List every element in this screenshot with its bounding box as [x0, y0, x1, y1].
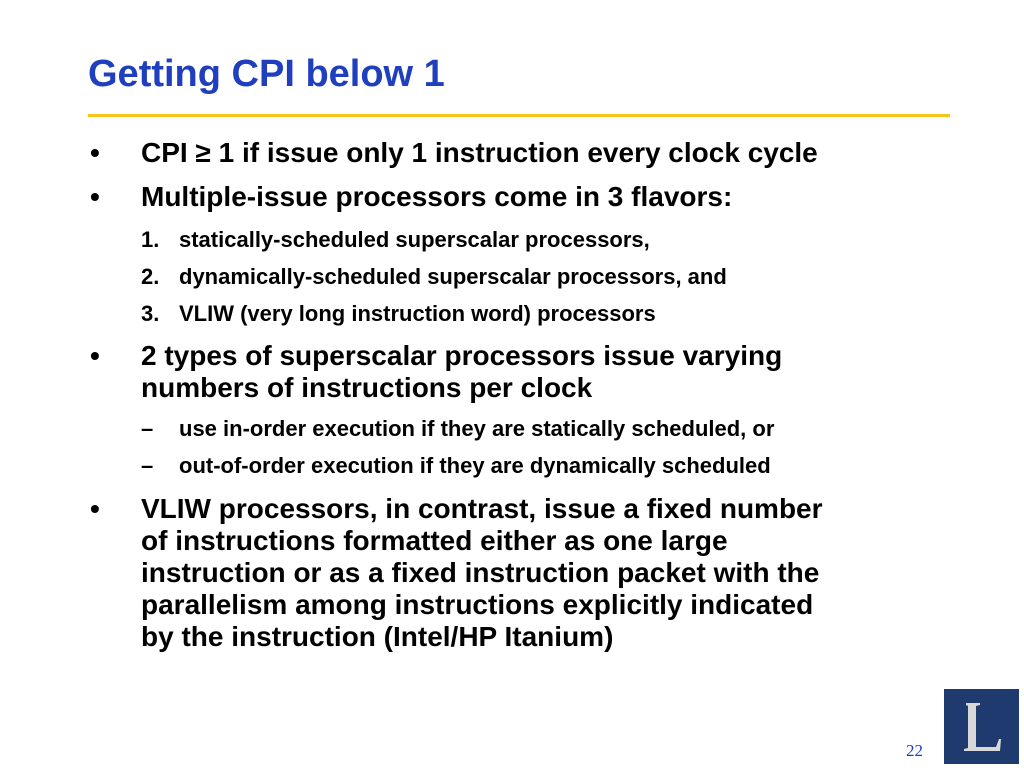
number-marker: 3.	[141, 301, 160, 326]
sub-bullet-text: out-of-order execution if they are dynamically scheduled	[179, 453, 771, 478]
bullet-text-line: of instructions formatted either as one large	[141, 525, 728, 556]
numbered-text: statically-scheduled superscalar processors,	[179, 227, 650, 252]
bullet-text-line: parallelism among instructions explicitly indicated	[141, 589, 814, 620]
university-logo	[944, 689, 1019, 764]
bullet-text-line: numbers of instructions per clock	[141, 372, 593, 403]
bullet-text-line: 2 types of superscalar processors issue varying	[141, 340, 783, 371]
bullet-text-line: instruction or as a fixed instruction packet with the	[141, 557, 820, 588]
bullet-item	[0, 493, 1024, 653]
bullet-marker: •	[90, 181, 100, 212]
numbered-text: VLIW (very long instruction word) processors	[179, 301, 656, 326]
dash-marker: –	[141, 416, 154, 441]
bullet-item	[0, 181, 1024, 213]
page-number: 22	[906, 741, 923, 760]
bullet-item	[0, 340, 1024, 404]
numbered-text: dynamically-scheduled superscalar processors, and	[179, 264, 727, 289]
sub-bullet-item	[0, 416, 1024, 442]
bullet-text: CPI ≥ 1 if issue only 1 instruction every clock cycle	[141, 137, 818, 168]
sub-bullet-item	[0, 453, 1024, 479]
numbered-item	[0, 264, 1024, 290]
slide-title: Getting CPI below 1	[88, 53, 445, 95]
logo-l-icon	[944, 689, 1019, 764]
bullet-marker: •	[90, 137, 100, 168]
numbered-item	[0, 301, 1024, 327]
title-divider	[88, 114, 950, 117]
bullet-marker: •	[90, 493, 100, 524]
bullet-item	[0, 137, 1024, 169]
bullet-text-line: by the instruction (Intel/HP Itanium)	[141, 621, 614, 652]
bullet-text: Multiple-issue processors come in 3 flavors:	[141, 181, 733, 212]
number-marker: 2.	[141, 264, 160, 289]
numbered-item	[0, 227, 1024, 253]
bullet-text-line: VLIW processors, in contrast, issue a fixed number	[141, 493, 823, 524]
number-marker: 1.	[141, 227, 160, 252]
bullet-marker: •	[90, 340, 100, 371]
dash-marker: –	[141, 453, 154, 478]
sub-bullet-text: use in-order execution if they are statically scheduled, or	[179, 416, 775, 441]
